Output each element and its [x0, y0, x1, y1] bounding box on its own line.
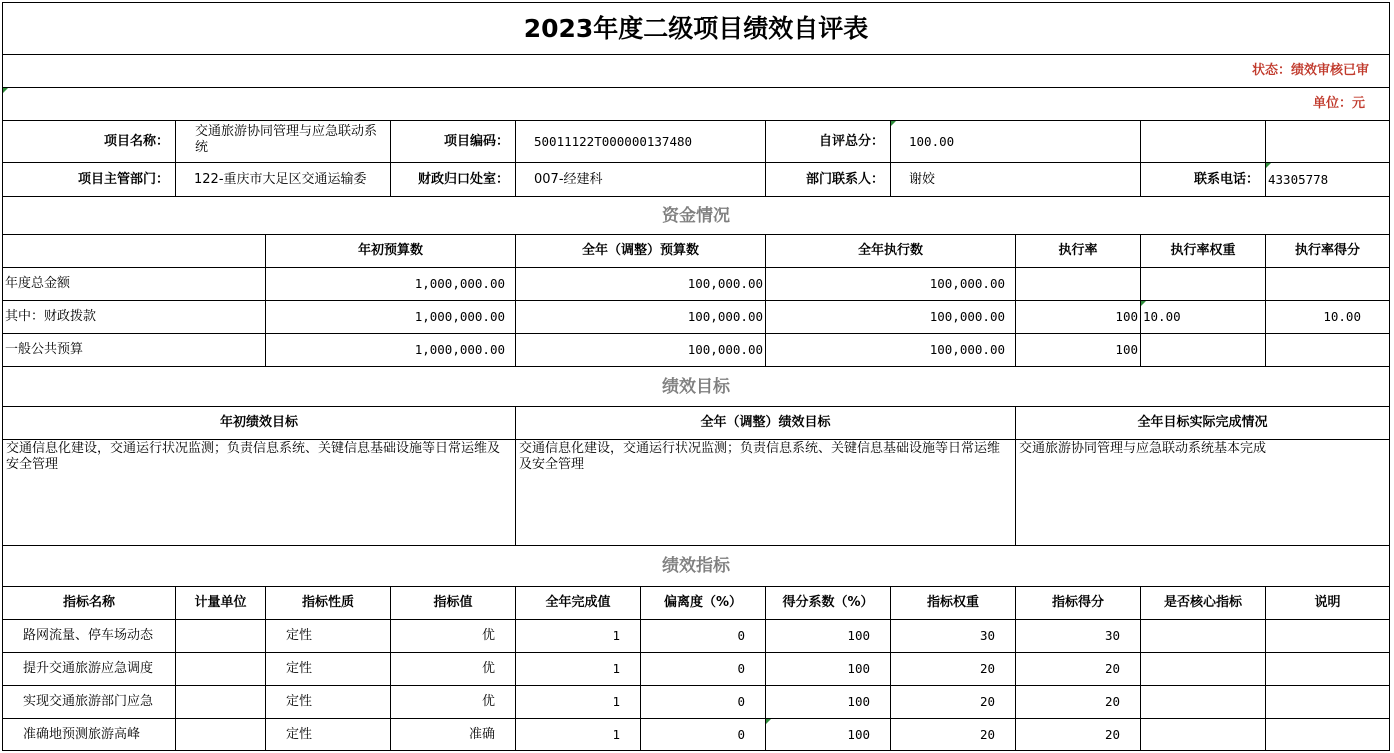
ind-row-nature: 定性	[286, 661, 313, 676]
ind-row-done: 1	[612, 694, 620, 709]
ind-row-weight: 20	[979, 726, 995, 742]
ind-row-note	[1266, 620, 1389, 652]
funds-header-adjusted: 全年（调整）预算数	[581, 243, 699, 258]
goals-section-title: 绩效目标	[662, 376, 730, 397]
funds-row-name: 一般公共预算	[5, 342, 84, 357]
status-text: 状态：绩效审核已审	[1251, 63, 1369, 78]
funds-row-adjusted: 100,000.00	[687, 309, 763, 324]
ind-header-nature: 指标性质	[301, 595, 354, 610]
ind-row-deviation: 0	[737, 661, 745, 676]
ind-header-coef: 得分系数（%）	[782, 595, 874, 610]
ind-header-score: 指标得分	[1051, 595, 1104, 610]
ind-row-name: 路网流量、停车场动态	[23, 628, 154, 643]
ind-row-weight: 30	[979, 628, 995, 643]
ind-header-deviation: 偏离度（%）	[663, 595, 743, 610]
funds-row-weight: 10.00	[1143, 309, 1181, 324]
indicators-section-title: 绩效指标	[662, 556, 730, 576]
funds-row-executed: 100,000.00	[929, 342, 1005, 357]
ind-row-coef: 100	[847, 628, 870, 643]
ind-row-note	[1266, 686, 1389, 718]
funds-row-adjusted: 100,000.00	[687, 276, 763, 291]
ind-row-nature: 定性	[286, 628, 313, 643]
goals-initial-text: 交通信息化建设，交通运行状况监测；负责信息系统、关键信息基础设施等日常运维及安全管理	[6, 441, 501, 472]
unit-text: 单位：元	[1312, 96, 1365, 111]
ind-header-name: 指标名称	[62, 595, 115, 610]
funds-row-score	[1266, 334, 1389, 366]
ind-row-core	[1141, 686, 1265, 718]
funds-row-rate	[1016, 268, 1140, 300]
ind-row-deviation: 0	[737, 726, 745, 742]
goals-actual-text: 交通旅游协同管理与应急联动系统基本完成	[1019, 441, 1267, 456]
ind-row-coef: 100	[847, 726, 870, 742]
ind-row-nature: 定性	[286, 726, 313, 742]
funds-row-weight	[1141, 334, 1265, 366]
funds-header-initial: 年初预算数	[357, 243, 423, 258]
ind-row-name: 实现交通旅游部门应急	[23, 694, 154, 709]
funds-row-score	[1266, 268, 1389, 300]
contact-value: 谢姣	[909, 171, 936, 187]
funds-row-executed: 100,000.00	[929, 276, 1005, 291]
ind-row-done: 1	[612, 661, 620, 676]
funds-row-name: 其中：财政拨款	[5, 309, 97, 324]
goals-header-initial: 年初绩效目标	[219, 415, 298, 430]
ind-row-core	[1141, 620, 1265, 652]
ind-row-name: 提升交通旅游应急调度	[23, 661, 154, 676]
dept-value: 122-重庆市大足区交通运输委	[194, 171, 367, 187]
ind-row-value: 优	[481, 628, 495, 643]
ind-row-nature: 定性	[286, 694, 313, 709]
ind-row-score: 20	[1104, 694, 1120, 709]
finance-value: 007-经建科	[534, 171, 603, 187]
goals-header-actual: 全年目标实际完成情况	[1137, 415, 1268, 430]
self-score-label: 自评总分：	[818, 133, 884, 149]
ind-row-score: 30	[1104, 628, 1120, 643]
funds-section-title: 资金情况	[662, 205, 730, 226]
phone-value: 43305778	[1268, 171, 1329, 187]
ind-header-done: 全年完成值	[545, 595, 611, 610]
phone-label: 联系电话：	[1193, 171, 1259, 187]
goals-header-adjusted: 全年（调整）绩效目标	[700, 415, 831, 430]
ind-row-unit	[176, 620, 265, 652]
ind-row-score: 20	[1104, 661, 1120, 676]
ind-header-note: 说明	[1314, 595, 1341, 610]
project-name-label: 项目名称：	[103, 133, 169, 149]
ind-row-note	[1266, 653, 1389, 685]
funds-row-rate: 100	[1115, 342, 1138, 357]
dept-label: 项目主管部门：	[77, 171, 169, 187]
finance-label: 财政归口处室：	[417, 171, 509, 187]
ind-row-done: 1	[612, 726, 620, 742]
project-code-value: 50011122T000000137480	[534, 133, 693, 149]
ind-row-core	[1141, 653, 1265, 685]
ind-header-core: 是否核心指标	[1163, 595, 1242, 610]
project-code-label: 项目编码：	[443, 133, 509, 149]
funds-header-score: 执行率得分	[1294, 243, 1360, 258]
funds-row-weight	[1141, 268, 1265, 300]
ind-row-name: 准确地预测旅游高峰	[23, 726, 141, 742]
page-title: 2023年度二级项目绩效自评表	[523, 13, 869, 43]
funds-row-initial: 1,000,000.00	[414, 276, 505, 291]
ind-row-deviation: 0	[737, 694, 745, 709]
contact-label: 部门联系人：	[805, 171, 884, 187]
ind-row-score: 20	[1104, 726, 1120, 742]
ind-row-coef: 100	[847, 694, 870, 709]
self-score-value: 100.00	[909, 133, 955, 149]
funds-row-initial: 1,000,000.00	[414, 342, 505, 357]
cell-marker	[891, 121, 896, 126]
funds-row-initial: 1,000,000.00	[414, 309, 505, 324]
ind-row-unit	[176, 686, 265, 718]
ind-row-weight: 20	[979, 694, 995, 709]
funds-row-executed: 100,000.00	[929, 309, 1005, 324]
funds-row-rate: 100	[1115, 309, 1138, 324]
funds-header-rate: 执行率	[1058, 243, 1098, 258]
ind-row-weight: 20	[979, 661, 995, 676]
project-name-value: 交通旅游协同管理与应急联动系统	[195, 124, 378, 155]
ind-row-value: 优	[481, 661, 495, 676]
ind-header-unit: 计量单位	[194, 595, 247, 610]
ind-row-unit	[176, 719, 265, 750]
funds-header-executed: 全年执行数	[857, 243, 923, 258]
ind-row-note	[1266, 719, 1389, 750]
funds-row-adjusted: 100,000.00	[687, 342, 763, 357]
ind-row-done: 1	[612, 628, 620, 643]
ind-header-weight: 指标权重	[926, 595, 979, 610]
ind-row-core	[1141, 719, 1265, 750]
goals-adjusted-text: 交通信息化建设，交通运行状况监测；负责信息系统、关键信息基础设施等日常运维及安全管理	[519, 441, 1001, 472]
ind-row-value: 准确	[468, 726, 495, 742]
funds-row-name: 年度总金额	[5, 276, 71, 291]
ind-row-value: 优	[481, 694, 495, 709]
funds-row-score: 10.00	[1323, 309, 1361, 324]
ind-row-unit	[176, 653, 265, 685]
ind-row-deviation: 0	[737, 628, 745, 643]
ind-row-coef: 100	[847, 661, 870, 676]
ind-header-value: 指标值	[433, 595, 473, 610]
funds-header-weight: 执行率权重	[1170, 243, 1236, 258]
